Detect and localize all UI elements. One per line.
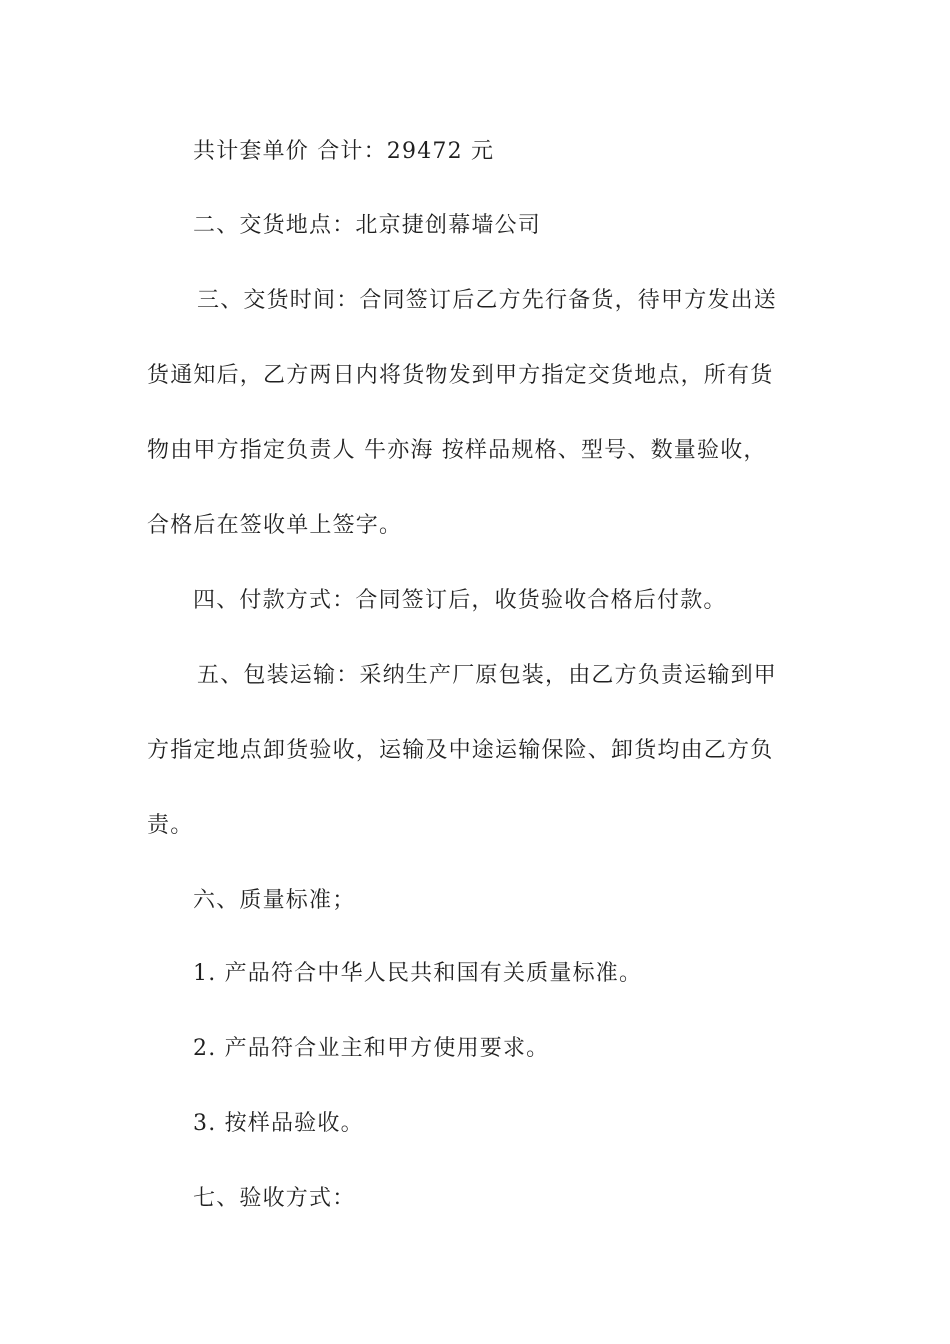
- delivery-time-line-3: 物由甲方指定负责人 牛亦海 按样品规格、型号、数量验收，: [147, 438, 767, 463]
- total-price-line: 共计套单价 合计：29472 元: [193, 139, 495, 164]
- delivery-time-line-1: 三、交货时间：合同签订后乙方先行备货，待甲方发出送: [197, 288, 778, 313]
- quality-item-3: 3. 按样品验收。: [193, 1111, 364, 1136]
- quality-standard-heading: 六、质量标准；: [193, 888, 356, 913]
- acceptance-method-heading: 七、验收方式：: [193, 1186, 356, 1211]
- packaging-transport-line-1: 五、包装运输：采纳生产厂原包装，由乙方负责运输到甲: [197, 663, 778, 688]
- packaging-transport-line-2: 方指定地点卸货验收，运输及中途运输保险、卸货均由乙方负: [147, 738, 774, 763]
- delivery-time-line-2: 货通知后，乙方两日内将货物发到甲方指定交货地点，所有货: [147, 363, 774, 388]
- packaging-transport-line-3: 责。: [147, 813, 194, 838]
- quality-item-2: 2. 产品符合业主和甲方使用要求。: [193, 1036, 550, 1061]
- delivery-time-line-4: 合格后在签收单上签字。: [147, 513, 403, 538]
- quality-item-1: 1. 产品符合中华人民共和国有关质量标准。: [193, 961, 643, 986]
- payment-method-line: 四、付款方式：合同签订后，收货验收合格后付款。: [193, 588, 727, 613]
- delivery-location-line: 二、交货地点：北京捷创幕墙公司: [193, 213, 542, 238]
